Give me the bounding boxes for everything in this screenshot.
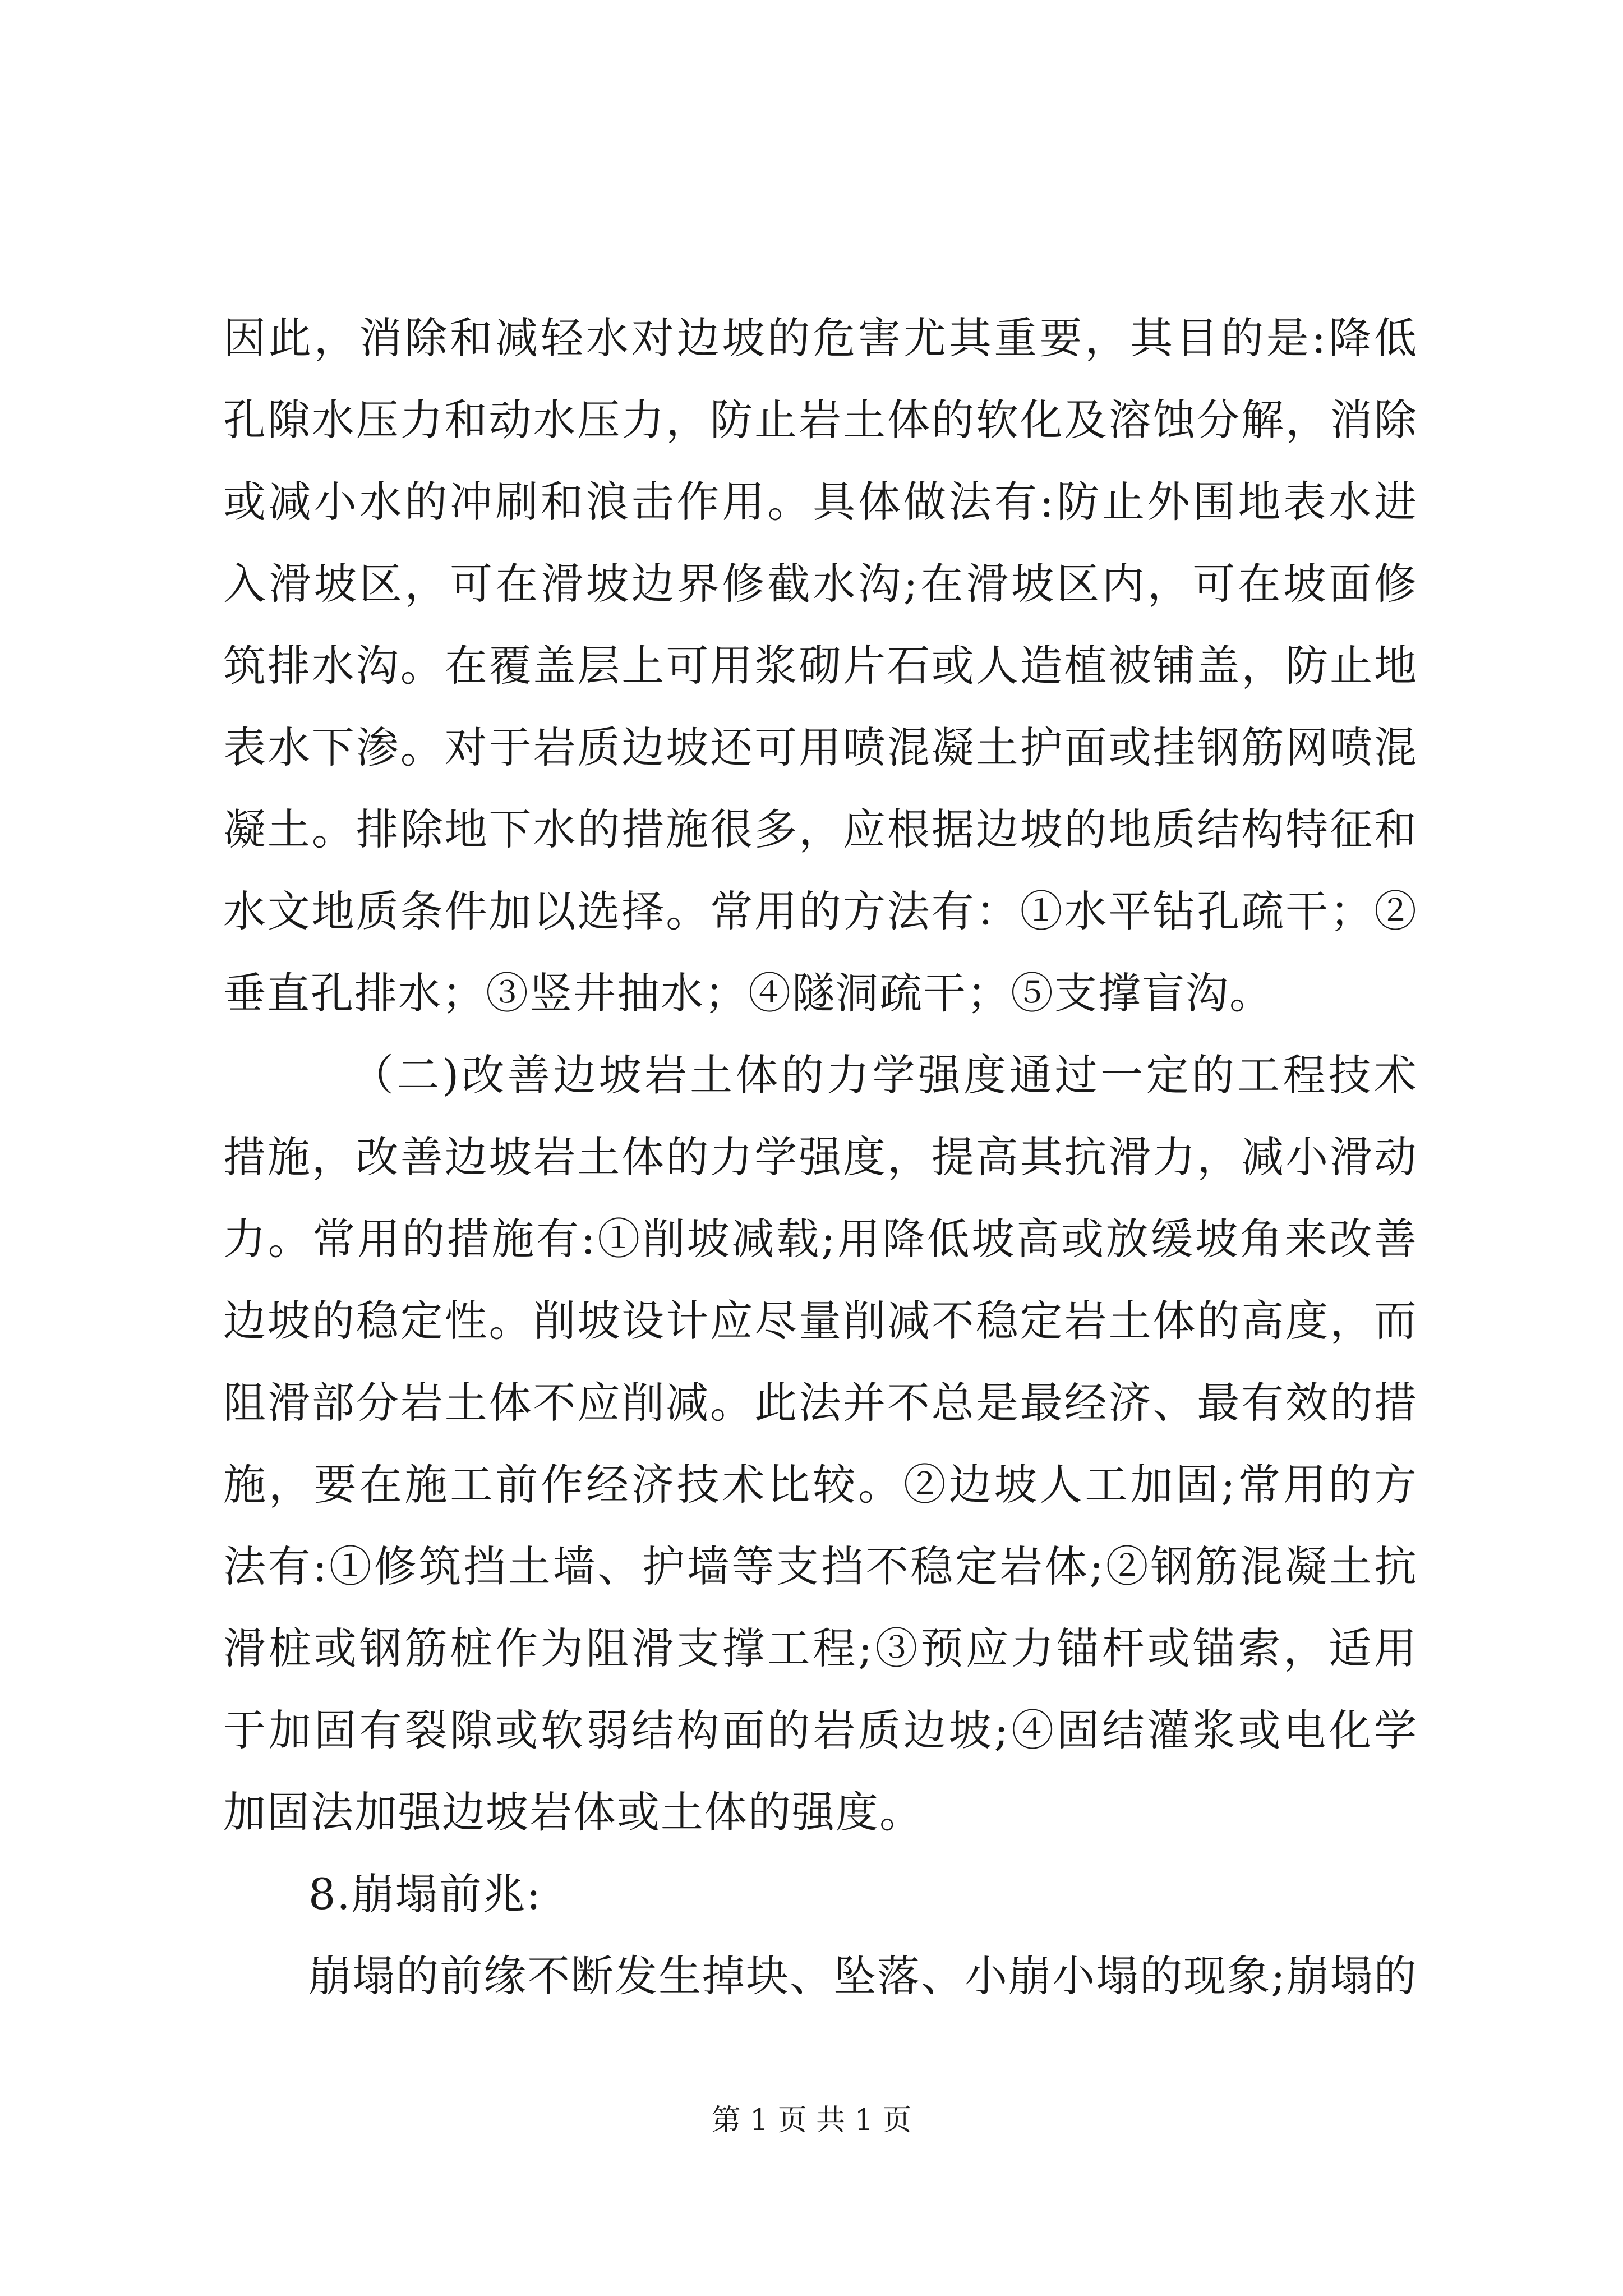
page-footer: [0, 2101, 1623, 2140]
paragraph-improve-strength: （二)改善边坡岩土体的力学强度通过一定的工程技术措施，改善边坡岩土体的力学强度，提高其抗滑力，减小滑动力。常用的措施有:①削坡减载;用降低坡高或放缓坡角来改善边坡的稳定性。削坡设计应尽量削减不稳定岩土体的高度，而阻滑部分岩土体不应削减。此法并不总是最经济、最有效的措施，要在施工前作经济技术比较。②边坡人工加固;常用的方法有:①修筑挡土墙、护墙等支挡不稳定岩体;②钢筋混凝土抗滑桩或钢筋桩作为阻滑支撑工程;③预应力锚杆或锚索，适用于加固有裂隙或软弱结构面的岩质边坡;④固结灌浆或电化学加固法加强边坡岩体或土体的强度。: [223, 1050, 1418, 1837]
document-body: [223, 297, 1418, 2017]
section-heading-collapse-signs: 8.崩塌前兆:: [308, 1869, 542, 1919]
page-number-label: 第 1 页 共 1 页: [711, 2104, 912, 2137]
paragraph-water-drainage: 因此，消除和减轻水对边坡的危害尤其重要，其目的是:降低孔隙水压力和动水压力，防止岩土体的软化及溶蚀分解，消除或减小水的冲刷和浪击作用。具体做法有:防止外围地表水进入滑坡区，可在滑坡边界修截水沟;在滑坡区内，可在坡面修筑排水沟。在覆盖层上可用浆砌片石或人造植被铺盖，防止地表水下渗。对于岩质边坡还可用喷混凝土护面或挂钢筋网喷混凝土。排除地下水的措施很多，应根据边坡的地质结构特征和水文地质条件加以选择。常用的方法有：①水平钻孔疏干；②垂直孔排水；③竖井抽水；④隧洞疏干；⑤支撑盲沟。: [223, 313, 1418, 1018]
paragraph-collapse-signs: 崩塌的前缘不断发生掉块、坠落、小崩小塌的现象;崩塌的: [308, 1951, 1418, 2001]
